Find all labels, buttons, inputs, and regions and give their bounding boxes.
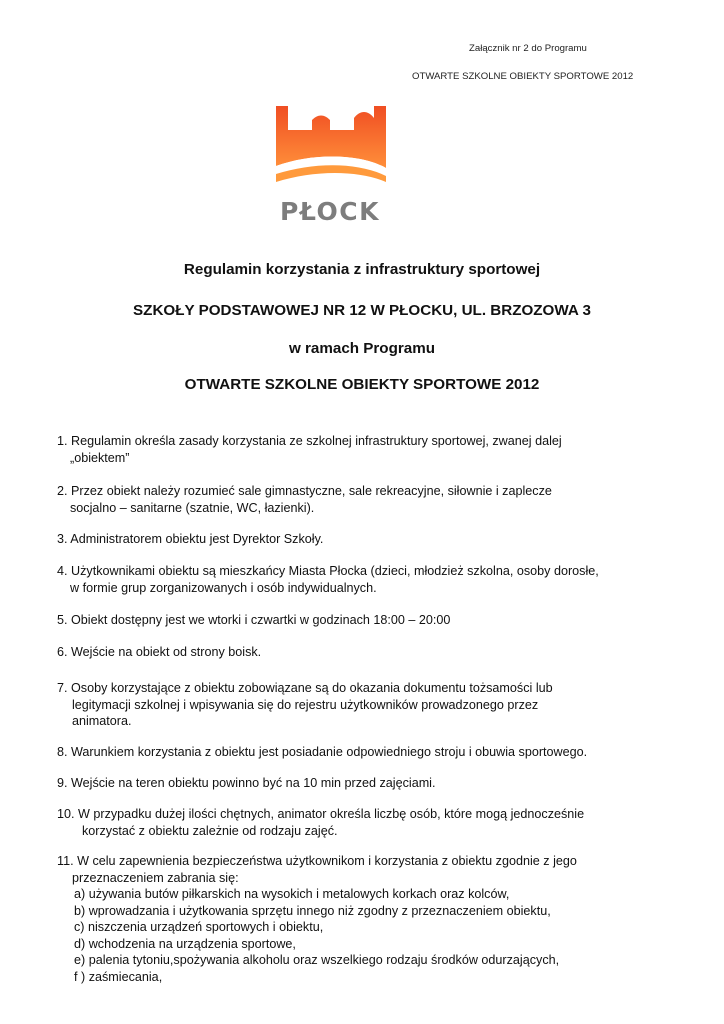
school-title: SZKOŁY PODSTAWOWEJ NR 12 W PŁOCKU, UL. BRZOZOWA 3 bbox=[133, 302, 591, 319]
rule-11 bbox=[57, 853, 577, 985]
rule-11-item-d: d) wchodzenia na urządzenia sportowe, bbox=[74, 936, 296, 951]
rule-10-line-2: korzystać z obiektu zależnie od rodzaju zajęć. bbox=[82, 823, 338, 838]
rule-8 bbox=[57, 744, 587, 761]
rule-3-line-1: 3. Administratorem obiektu jest Dyrektor Szkoły. bbox=[57, 532, 324, 546]
rule-4-line-2: w formie grup zorganizowanych i osób indywidualnych. bbox=[70, 580, 377, 595]
rule-11-line-2: przeznaczeniem zabrania się: bbox=[72, 870, 239, 885]
rule-2-line-2: socjalno – sanitarne (szatnie, WC, łazienki). bbox=[70, 500, 315, 515]
rule-1-line-2: „obiektem” bbox=[70, 450, 130, 465]
program-title: OTWARTE SZKOLNE OBIEKTY SPORTOWE 2012 bbox=[184, 376, 540, 393]
rule-11-line-1: 11. W celu zapewnienia bezpieczeństwa użytkownikom i korzystania z obiektu zgodnie z jego bbox=[57, 854, 577, 868]
rule-4 bbox=[57, 563, 599, 596]
rule-6 bbox=[57, 644, 261, 661]
rule-11-item-a: a) używania butów piłkarskich na wysokich i metalowych korkach oraz kolców, bbox=[74, 887, 510, 901]
rule-8-line-1: 8. Warunkiem korzystania z obiektu jest posiadanie odpowiedniego stroju i obuwia sportowego. bbox=[57, 745, 588, 759]
rule-9 bbox=[57, 775, 435, 792]
rule-2 bbox=[57, 483, 552, 516]
rule-1 bbox=[57, 433, 562, 466]
rule-6-line-1: 6. Wejście na obiekt od strony boisk. bbox=[57, 645, 262, 659]
annex-label: Załącznik nr 2 do Programu bbox=[469, 43, 587, 54]
rule-10 bbox=[57, 806, 584, 839]
program-subtitle: w ramach Programu bbox=[288, 340, 436, 357]
rule-11-item-e: e) palenia tytoniu,spożywania alkoholu oraz wszelkiego rodzaju środków odurzających, bbox=[74, 953, 560, 967]
rule-7-line-1: 7. Osoby korzystające z obiektu zobowiązane są do okazania dokumentu tożsamości lub bbox=[57, 681, 553, 695]
rule-5-line-1: 5. Obiekt dostępny jest we wtorki i czwartki w godzinach 18:00 – 20:00 bbox=[57, 613, 451, 627]
rule-11-item-c: c) niszczenia urządzeń sportowych i obiektu, bbox=[74, 920, 324, 934]
rule-7 bbox=[57, 680, 553, 730]
rule-2-line-1: 2. Przez obiekt należy rozumieć sale gimnastyczne, sale rekreacyjne, siłownie i zaplecze bbox=[57, 484, 552, 498]
rule-11-item-b: b) wprowadzania i użytkowania sprzętu innego niż zgodny z przeznaczeniem obiektu, bbox=[74, 903, 551, 918]
rule-3 bbox=[57, 531, 323, 548]
program-label: OTWARTE SZKOLNE OBIEKTY SPORTOWE 2012 bbox=[412, 71, 634, 82]
rule-7-line-3: animatora. bbox=[72, 714, 132, 728]
rule-4-line-1: 4. Użytkownikami obiektu są mieszkańcy Miasta Płocka (dzieci, młodzież szkolna, osoby dorosłe, bbox=[57, 564, 599, 578]
page-title: Regulamin korzystania z infrastruktury sportowej bbox=[183, 261, 541, 278]
rule-1-line-1: 1. Regulamin określa zasady korzystania ze szkolnej infrastruktury sportowej, zwanej dalej bbox=[57, 434, 562, 448]
rule-5 bbox=[57, 612, 450, 629]
logo-wordmark: PŁOCK bbox=[280, 197, 380, 226]
rule-10-line-1: 10. W przypadku dużej ilości chętnych, animator określa liczbę osób, które mogą jednocześnie bbox=[57, 807, 585, 821]
rule-9-line-1: 9. Wejście na teren obiektu powinno być na 10 min przed zajęciami. bbox=[57, 776, 436, 790]
rule-7-line-2: legitymacji szkolnej i wpisywania się do rejestru użytkowników prowadzonego przez bbox=[72, 697, 539, 712]
rule-11-item-f: f ) zaśmiecania, bbox=[74, 969, 163, 984]
